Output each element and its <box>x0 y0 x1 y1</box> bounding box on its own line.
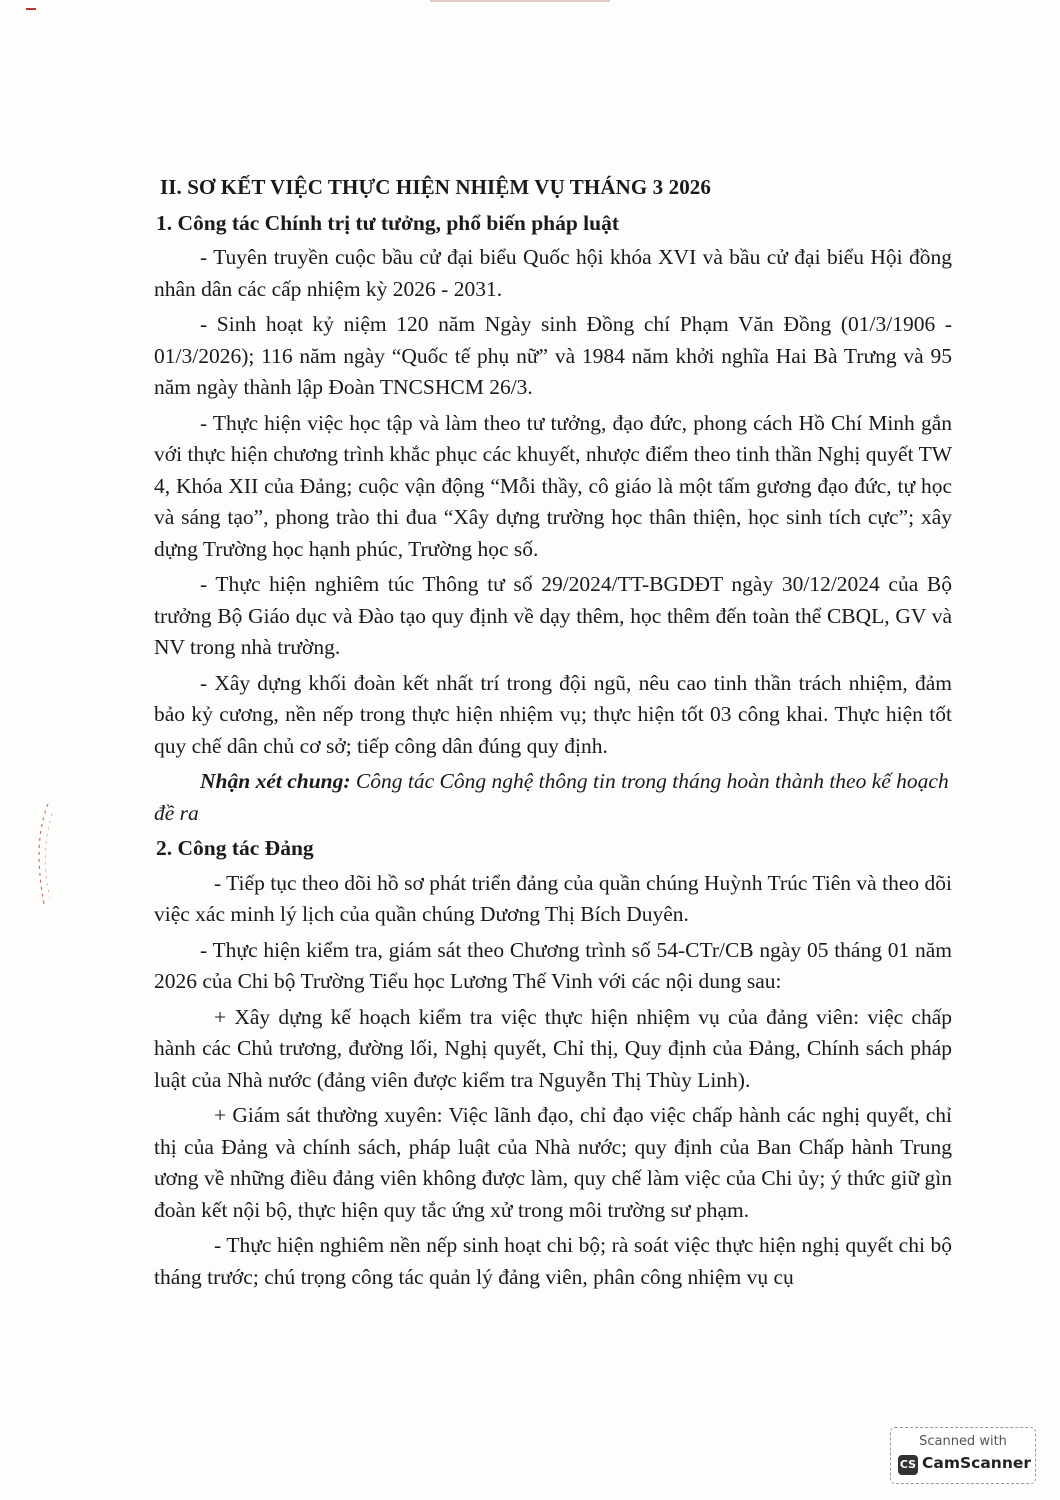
general-remark <box>154 766 952 829</box>
section2-paragraph: - Thực hiện kiểm tra, giám sát theo Chương trình số 54-CTr/CB ngày 05 tháng 01 năm 2026 của Chi bộ Trường Tiểu học Lương Thế Vinh với các nội dung sau: <box>154 937 952 993</box>
camscanner-badge <box>890 1427 1036 1484</box>
scan-mark <box>26 8 36 10</box>
section1-paragraph: - Tuyên truyền cuộc bầu cử đại biểu Quốc hội khóa XVI và bầu cử đại biểu Hội đồng nhân dân các cấp nhiệm kỳ 2026 - 2031. <box>154 245 952 301</box>
stamp-fragment <box>30 800 54 910</box>
section-title: II. SƠ KẾT VIỆC THỰC HIỆN NHIỆM VỤ THÁNG 3 2026 <box>160 175 712 199</box>
section2-heading: 2. Công tác Đảng <box>156 836 314 860</box>
scan-edge-line <box>430 0 610 2</box>
section2-paragraph: + Xây dựng kế hoạch kiểm tra việc thực hiện nhiệm vụ của đảng viên: việc chấp hành các Chủ trương, đường lối, Nghị quyết, Chỉ thị, Quy định của Đảng, Chính sách pháp luật của Nhà nước (đảng viên được kiểm tra Nguyễn Thị Thùy Linh). <box>154 1004 952 1092</box>
document-body <box>154 172 952 1297</box>
general-remark-text: Công tác Công nghệ thông tin trong tháng hoàn thành theo kế hoạch đề ra <box>154 769 949 825</box>
badge-brand: CamScanner <box>922 1454 1032 1472</box>
camscanner-logo-icon: CS <box>898 1455 918 1475</box>
section2-paragraph: - Tiếp tục theo dõi hồ sơ phát triển đảng của quần chúng Huỳnh Trúc Tiên và theo dõi việc xác minh lý lịch của quần chúng Dương Thị Bích Duyên. <box>154 870 952 926</box>
section2-paragraph: - Thực hiện nghiêm nền nếp sinh hoạt chi bộ; rà soát việc thực hiện nghị quyết chi bộ tháng trước; chú trọng công tác quản lý đảng viên, phân công nhiệm vụ cụ <box>154 1233 952 1289</box>
section1-paragraph: - Xây dựng khối đoàn kết nhất trí trong đội ngũ, nêu cao tinh thần trách nhiệm, đảm bảo kỷ cương, nền nếp trong thực hiện nhiệm vụ; thực hiện tốt 03 công khai. Thực hiện tốt quy chế dân chủ cơ sở; tiếp công dân đúng quy định. <box>154 670 952 758</box>
section1-paragraph: - Thực hiện việc học tập và làm theo tư tưởng, đạo đức, phong cách Hồ Chí Minh gắn với thực hiện chương trình khắc phục các khuyết, nhược điểm theo tinh thần Nghị quyết TW 4, Khóa XII của Đảng; cuộc vận động “Mỗi thầy, cô giáo là một tấm gương đạo đức, tự học và sáng tạo”, phong trào thi đua “Xây dựng trường học thân thiện, học sinh tích cực”; xây dựng Trường học hạnh phúc, Trường học số. <box>154 410 952 561</box>
section1-paragraph: - Sinh hoạt kỷ niệm 120 năm Ngày sinh Đồng chí Phạm Văn Đồng (01/3/1906 - 01/3/2026); 116 năm ngày “Quốc tế phụ nữ” và 1984 năm khởi nghĩa Hai Bà Trưng và 95 năm ngày thành lập Đoàn TNCSHCM 26/3. <box>154 312 952 399</box>
general-remark-label: Nhận xét chung: <box>200 769 351 793</box>
section1-paragraph: - Thực hiện nghiêm túc Thông tư số 29/2024/TT-BGDĐT ngày 30/12/2024 của Bộ trưởng Bộ Giáo dục và Đào tạo quy định về dạy thêm, học thêm đến toàn thể CBQL, GV và NV trong nhà trường. <box>154 572 952 659</box>
section2-paragraph: + Giám sát thường xuyên: Việc lãnh đạo, chỉ đạo việc chấp hành các nghị quyết, chỉ thị của Đảng và chính sách, pháp luật của Nhà nước; quy định của Ban Chấp hành Trung ương về những điều đảng viên không được làm, quy chế làm việc của Chi ủy; ý thức giữ gìn đoàn kết nội bộ, thực hiện quy tắc ứng xử trong môi trường sư phạm. <box>154 1103 952 1222</box>
section1-heading: 1. Công tác Chính trị tư tưởng, phổ biến pháp luật <box>156 210 620 235</box>
badge-caption: Scanned with <box>919 1434 1007 1449</box>
